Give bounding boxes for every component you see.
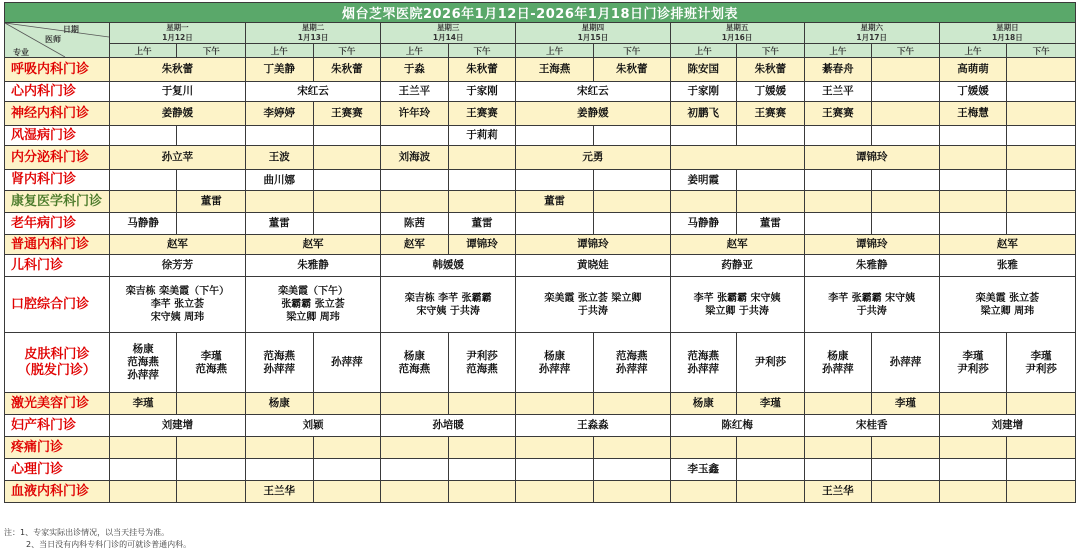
schedule-cell	[313, 146, 381, 170]
schedule-cell	[313, 437, 381, 459]
schedule-cell	[593, 481, 670, 503]
schedule-cell	[313, 481, 381, 503]
schedule-cell: 于莉莉	[448, 126, 516, 146]
schedule-cell	[177, 126, 246, 146]
schedule-cell: 张雅	[939, 255, 1075, 277]
schedule-cell	[593, 126, 670, 146]
schedule-cell	[1007, 459, 1076, 481]
sheet-title: 烟台芝罘医院2026年1月12日-2026年1月18日门诊排班计划表	[5, 3, 1076, 23]
schedule-cell: 宋红云	[516, 82, 670, 102]
schedule-cell	[246, 437, 314, 459]
schedule-cell: 王海燕	[516, 58, 594, 82]
schedule-cell	[593, 393, 670, 415]
schedule-cell	[670, 481, 737, 503]
schedule-cell: 丁媛媛	[939, 82, 1007, 102]
schedule-cell	[109, 459, 177, 481]
department-name: 呼吸内科门诊	[5, 58, 110, 82]
schedule-cell	[939, 481, 1007, 503]
schedule-cell: 赵军	[670, 235, 804, 255]
schedule-cell	[1007, 58, 1076, 82]
schedule-cell: 李婷婷	[246, 102, 314, 126]
schedule-cell	[516, 170, 594, 191]
schedule-cell	[939, 393, 1007, 415]
schedule-cell	[448, 459, 516, 481]
schedule-cell	[670, 191, 737, 213]
schedule-cell	[804, 126, 872, 146]
schedule-row	[5, 170, 1076, 191]
schedule-row	[5, 255, 1076, 277]
schedule-cell	[939, 437, 1007, 459]
footnote-1: 注：1、专家实际出诊情况，以当天挂号为准。	[4, 528, 170, 537]
schedule-cell	[381, 393, 449, 415]
schedule-cell: 董雷	[246, 213, 314, 235]
schedule-cell: 刘建增	[939, 415, 1075, 437]
schedule-row	[5, 277, 1076, 333]
half-day-header-pm: 下午	[737, 44, 805, 58]
schedule-cell: 范海燕 孙萍萍	[246, 333, 314, 393]
schedule-cell: 朱秋蕾	[109, 58, 245, 82]
schedule-cell: 董雷	[516, 191, 594, 213]
department-name: 激光美容门诊	[5, 393, 110, 415]
schedule-cell: 王赛赛	[804, 102, 872, 126]
schedule-cell: 尹利莎	[737, 333, 805, 393]
schedule-cell: 元勇	[516, 146, 670, 170]
schedule-cell	[872, 58, 940, 82]
schedule-cell	[516, 459, 594, 481]
schedule-cell	[516, 126, 594, 146]
schedule-cell: 栾吉栋 李芊 张霸霸 宋守姨 于共涛	[381, 277, 516, 333]
schedule-cell: 赵军	[109, 235, 245, 255]
schedule-cell: 赵军	[939, 235, 1075, 255]
schedule-cell: 栾吉栋 栾美霞（下午） 李芊 张立荟 宋守姨 周玮	[109, 277, 245, 333]
schedule-cell	[448, 437, 516, 459]
department-name: 康复医学科门诊	[5, 191, 110, 213]
schedule-cell	[1007, 437, 1076, 459]
schedule-cell: 杨康 范海燕	[381, 333, 449, 393]
weekday-label: 星期二	[301, 23, 325, 32]
schedule-cell: 许年玲	[381, 102, 449, 126]
schedule-cell: 栾美霞（下午） 张霸霸 张立荟 梁立卿 周玮	[246, 277, 381, 333]
schedule-cell	[872, 213, 940, 235]
schedule-cell	[448, 481, 516, 503]
schedule-cell: 范海燕 孙萍萍	[593, 333, 670, 393]
schedule-cell	[737, 459, 805, 481]
half-day-header-am: 上午	[246, 44, 314, 58]
schedule-cell	[872, 170, 940, 191]
schedule-cell: 李瑾 范海燕	[177, 333, 246, 393]
schedule-cell: 刘颖	[246, 415, 381, 437]
schedule-cell	[804, 191, 872, 213]
schedule-cell	[109, 437, 177, 459]
schedule-cell: 徐芳芳	[109, 255, 245, 277]
schedule-cell: 高萌萌	[939, 58, 1007, 82]
corner-dept-label: 专业	[13, 48, 29, 57]
schedule-cell: 杨康	[246, 393, 314, 415]
schedule-cell: 谭锦玲	[516, 235, 670, 255]
schedule-cell	[109, 481, 177, 503]
schedule-row	[5, 213, 1076, 235]
schedule-cell	[109, 191, 177, 213]
schedule-cell: 朱秋蕾	[448, 58, 516, 82]
schedule-cell	[939, 191, 1007, 213]
date-label: 1月17日	[856, 33, 888, 42]
day-header-tue	[246, 23, 381, 44]
department-name: 血液内科门诊	[5, 481, 110, 503]
weekday-label: 星期四	[581, 23, 605, 32]
schedule-cell: 姜静媛	[516, 102, 670, 126]
schedule-cell	[177, 170, 246, 191]
schedule-row	[5, 415, 1076, 437]
schedule-cell	[737, 191, 805, 213]
department-name: 口腔综合门诊	[5, 277, 110, 333]
date-label: 1月15日	[577, 33, 609, 42]
schedule-cell	[516, 393, 594, 415]
schedule-row	[5, 437, 1076, 459]
schedule-cell	[1007, 146, 1076, 170]
corner-doctor-label: 医师	[45, 35, 61, 44]
schedule-cell: 谭锦玲	[804, 235, 939, 255]
department-name: 儿科门诊	[5, 255, 110, 277]
schedule-cell: 谭锦玲	[448, 235, 516, 255]
schedule-cell: 李瑾	[109, 393, 177, 415]
schedule-cell: 范海燕 孙萍萍	[670, 333, 737, 393]
schedule-cell	[381, 170, 449, 191]
schedule-cell	[872, 126, 940, 146]
schedule-row	[5, 82, 1076, 102]
date-label: 1月16日	[721, 33, 753, 42]
schedule-row	[5, 235, 1076, 255]
schedule-cell	[313, 459, 381, 481]
schedule-cell: 于家刚	[448, 82, 516, 102]
date-label: 1月13日	[297, 33, 329, 42]
schedule-cell	[246, 191, 314, 213]
schedule-cell	[1007, 82, 1076, 102]
corner-header	[5, 23, 110, 58]
schedule-cell: 王兰华	[804, 481, 872, 503]
department-name: 肾内科门诊	[5, 170, 110, 191]
schedule-cell	[381, 481, 449, 503]
schedule-row	[5, 393, 1076, 415]
department-name: 心理门诊	[5, 459, 110, 481]
schedule-cell: 朱秋蕾	[737, 58, 805, 82]
half-day-header-am: 上午	[109, 44, 177, 58]
schedule-cell	[448, 146, 516, 170]
date-label: 1月14日	[432, 33, 464, 42]
half-day-header-am: 上午	[939, 44, 1007, 58]
schedule-cell	[1007, 213, 1076, 235]
schedule-cell: 李瑾 尹利莎	[939, 333, 1007, 393]
half-day-header-pm: 下午	[593, 44, 670, 58]
schedule-cell	[593, 191, 670, 213]
schedule-cell: 栾美霞 张立荟 梁立卿 于共涛	[516, 277, 670, 333]
date-label: 1月18日	[992, 33, 1023, 42]
schedule-cell	[670, 146, 804, 170]
schedule-cell: 孙萍萍	[872, 333, 940, 393]
schedule-cell	[381, 437, 449, 459]
schedule-cell	[593, 213, 670, 235]
schedule-cell	[872, 437, 940, 459]
schedule-cell: 初鹏飞	[670, 102, 737, 126]
weekday-label: 星期日	[996, 23, 1019, 32]
schedule-cell: 王赛赛	[737, 102, 805, 126]
schedule-cell: 宋桂香	[804, 415, 939, 437]
schedule-cell	[381, 191, 449, 213]
schedule-cell	[737, 170, 805, 191]
schedule-cell: 曲川娜	[246, 170, 314, 191]
schedule-cell: 王兰平	[381, 82, 449, 102]
schedule-cell: 王兰平	[804, 82, 872, 102]
schedule-cell: 王赛赛	[448, 102, 516, 126]
schedule-cell: 谭锦玲	[804, 146, 939, 170]
schedule-cell	[313, 191, 381, 213]
schedule-cell	[177, 459, 246, 481]
schedule-cell	[804, 393, 872, 415]
department-name: 疼痛门诊	[5, 437, 110, 459]
department-name: 心内科门诊	[5, 82, 110, 102]
schedule-cell	[1007, 481, 1076, 503]
day-header-sat	[804, 23, 939, 44]
schedule-cell	[177, 213, 246, 235]
schedule-cell	[939, 170, 1007, 191]
schedule-cell: 李瑾 尹利莎	[1007, 333, 1076, 393]
schedule-cell	[939, 146, 1007, 170]
schedule-row	[5, 333, 1076, 393]
half-day-header-am: 上午	[516, 44, 594, 58]
schedule-cell	[593, 437, 670, 459]
department-name: 内分泌科门诊	[5, 146, 110, 170]
schedule-cell	[313, 213, 381, 235]
schedule-cell: 于复川	[109, 82, 245, 102]
schedule-cell: 药静亚	[670, 255, 804, 277]
day-header-thu	[516, 23, 670, 44]
schedule-row	[5, 191, 1076, 213]
schedule-cell	[246, 126, 314, 146]
schedule-cell	[448, 170, 516, 191]
weekday-label: 星期六	[860, 23, 883, 32]
department-name: 老年病门诊	[5, 213, 110, 235]
day-header-mon	[109, 23, 245, 44]
schedule-cell	[313, 126, 381, 146]
day-header-sun	[939, 23, 1075, 44]
schedule-cell	[109, 170, 177, 191]
schedule-cell	[109, 126, 177, 146]
department-name: 风湿病门诊	[5, 126, 110, 146]
schedule-cell: 李瑾	[872, 393, 940, 415]
schedule-row	[5, 58, 1076, 82]
half-day-header-pm: 下午	[448, 44, 516, 58]
schedule-cell: 孙萍萍	[313, 333, 381, 393]
schedule-cell: 刘建增	[109, 415, 245, 437]
schedule-cell: 杨康 范海燕 孙萍萍	[109, 333, 177, 393]
schedule-cell	[1007, 393, 1076, 415]
schedule-cell: 綦春舟	[804, 58, 872, 82]
schedule-cell	[516, 481, 594, 503]
schedule-row	[5, 481, 1076, 503]
schedule-cell: 陈茜	[381, 213, 449, 235]
half-day-header-am: 上午	[804, 44, 872, 58]
schedule-row	[5, 102, 1076, 126]
schedule-cell: 王兰华	[246, 481, 314, 503]
half-day-header-am: 上午	[381, 44, 449, 58]
schedule-cell: 董雷	[177, 191, 246, 213]
schedule-cell	[177, 437, 246, 459]
schedule-cell	[313, 170, 381, 191]
schedule-cell: 朱雅静	[246, 255, 381, 277]
schedule-cell	[1007, 170, 1076, 191]
schedule-row	[5, 126, 1076, 146]
schedule-cell: 赵军	[246, 235, 381, 255]
schedule-cell: 姜静媛	[109, 102, 245, 126]
schedule-cell: 董雷	[448, 213, 516, 235]
schedule-cell	[593, 170, 670, 191]
schedule-cell	[1007, 191, 1076, 213]
schedule-cell: 王梅慧	[939, 102, 1007, 126]
schedule-cell: 王赛赛	[313, 102, 381, 126]
schedule-cell: 马静静	[670, 213, 737, 235]
schedule-cell	[246, 459, 314, 481]
schedule-cell	[804, 459, 872, 481]
schedule-cell: 丁美静	[246, 58, 314, 82]
schedule-cell	[804, 437, 872, 459]
schedule-cell: 黄晓娃	[516, 255, 670, 277]
schedule-cell: 姜明霞	[670, 170, 737, 191]
schedule-cell: 李芊 张霸霸 宋守姨 于共涛	[804, 277, 939, 333]
weekday-label: 星期五	[725, 23, 749, 32]
schedule-cell: 杨康 孙萍萍	[516, 333, 594, 393]
schedule-cell: 尹利莎 范海燕	[448, 333, 516, 393]
schedule-cell: 马静静	[109, 213, 177, 235]
schedule-cell: 陈红梅	[670, 415, 804, 437]
half-day-header-am: 上午	[670, 44, 737, 58]
schedule-cell: 孙立苹	[109, 146, 245, 170]
schedule-cell	[177, 481, 246, 503]
schedule-cell	[939, 459, 1007, 481]
schedule-cell: 李瑾	[737, 393, 805, 415]
department-name: 妇产科门诊	[5, 415, 110, 437]
schedule-cell	[804, 213, 872, 235]
schedule-cell: 李玉鑫	[670, 459, 737, 481]
schedule-cell: 孙培暖	[381, 415, 516, 437]
schedule-cell	[1007, 126, 1076, 146]
schedule-cell: 李芊 张霸霸 宋守姨 梁立卿 于共涛	[670, 277, 804, 333]
schedule-cell	[872, 102, 940, 126]
half-day-header-pm: 下午	[872, 44, 940, 58]
schedule-cell	[593, 459, 670, 481]
schedule-row	[5, 459, 1076, 481]
department-name: 神经内科门诊	[5, 102, 110, 126]
footnote-2: 2、当日没有内科专科门诊的可就诊普通内科。	[26, 540, 192, 549]
schedule-cell	[872, 191, 940, 213]
weekday-label: 星期一	[166, 23, 189, 32]
schedule-cell	[381, 459, 449, 481]
schedule-cell	[939, 213, 1007, 235]
schedule-cell: 朱秋蕾	[313, 58, 381, 82]
corner-date-label: 日期	[62, 25, 79, 34]
schedule-cell: 宋红云	[246, 82, 381, 102]
schedule-cell: 董雷	[737, 213, 805, 235]
half-day-header-pm: 下午	[177, 44, 246, 58]
schedule-cell	[737, 437, 805, 459]
half-day-header-pm: 下午	[313, 44, 381, 58]
schedule-cell	[448, 393, 516, 415]
schedule-cell	[872, 481, 940, 503]
schedule-cell	[872, 82, 940, 102]
schedule-cell	[1007, 102, 1076, 126]
schedule-cell	[804, 170, 872, 191]
schedule-cell	[737, 481, 805, 503]
schedule-cell	[381, 126, 449, 146]
schedule-cell	[313, 393, 381, 415]
half-day-header-pm: 下午	[1007, 44, 1076, 58]
schedule-cell: 杨康 孙萍萍	[804, 333, 872, 393]
schedule-cell: 赵军	[381, 235, 449, 255]
schedule-cell: 朱秋蕾	[593, 58, 670, 82]
schedule-cell: 韩媛媛	[381, 255, 516, 277]
department-name: 皮肤科门诊 （脱发门诊）	[5, 333, 110, 393]
schedule-cell: 丁媛媛	[737, 82, 805, 102]
schedule-cell: 于淼	[381, 58, 449, 82]
schedule-table	[4, 2, 1076, 503]
date-label: 1月12日	[162, 33, 193, 42]
schedule-cell: 朱雅静	[804, 255, 939, 277]
schedule-cell	[177, 393, 246, 415]
footnotes	[4, 527, 191, 551]
schedule-row	[5, 146, 1076, 170]
schedule-cell	[516, 437, 594, 459]
day-header-wed	[381, 23, 516, 44]
schedule-cell	[737, 126, 805, 146]
schedule-cell	[939, 126, 1007, 146]
schedule-cell: 王淼淼	[516, 415, 670, 437]
schedule-cell: 栾美霞 张立荟 梁立卿 周玮	[939, 277, 1075, 333]
schedule-cell	[670, 437, 737, 459]
schedule-cell	[516, 213, 594, 235]
weekday-label: 星期三	[436, 23, 460, 32]
schedule-cell	[448, 191, 516, 213]
day-header-fri	[670, 23, 804, 44]
schedule-cell	[670, 126, 737, 146]
schedule-cell: 刘海波	[381, 146, 449, 170]
schedule-cell	[872, 459, 940, 481]
schedule-cell: 陈安国	[670, 58, 737, 82]
schedule-cell: 王波	[246, 146, 314, 170]
department-name: 普通内科门诊	[5, 235, 110, 255]
schedule-cell: 于家刚	[670, 82, 737, 102]
schedule-cell: 杨康	[670, 393, 737, 415]
